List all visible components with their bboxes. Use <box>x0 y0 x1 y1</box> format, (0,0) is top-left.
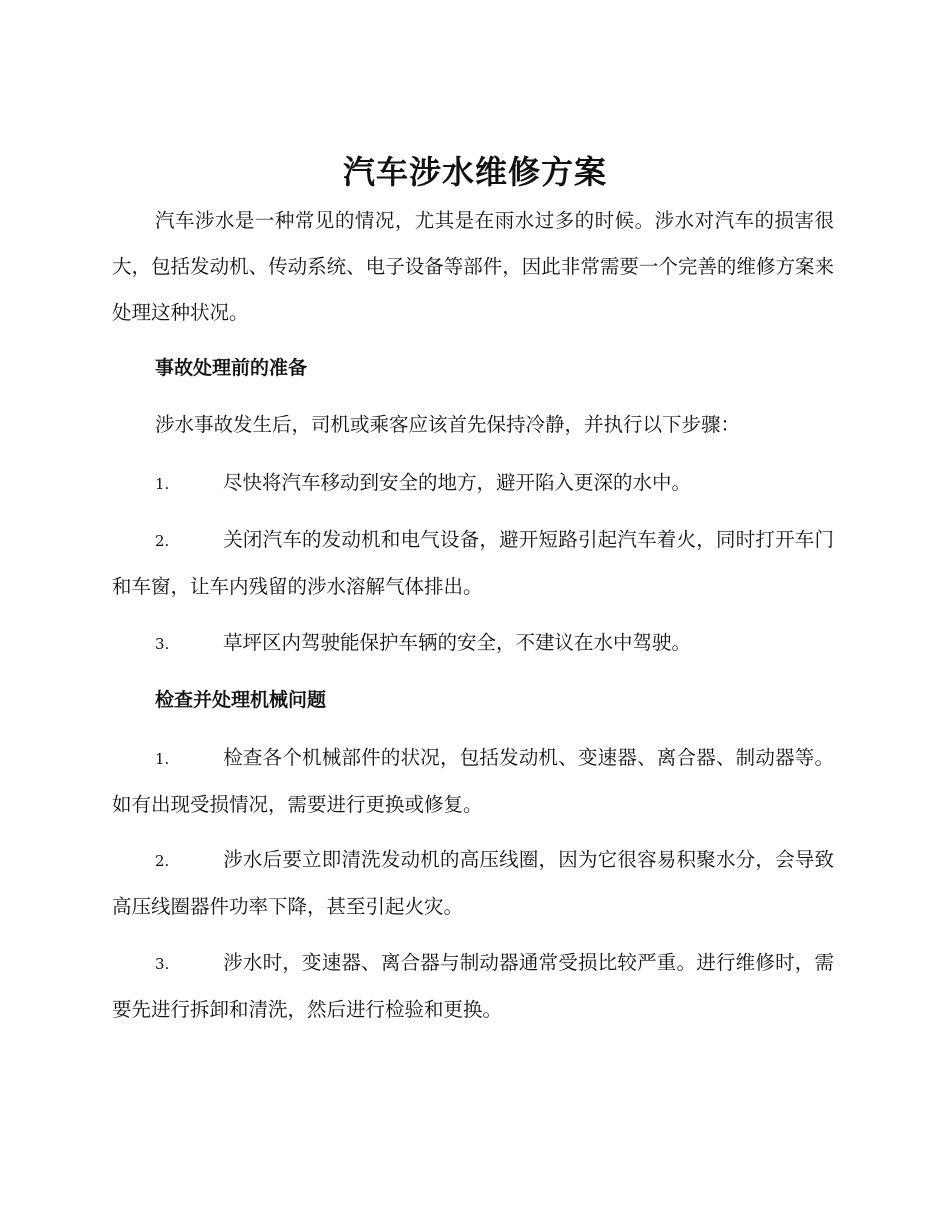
list-item-text: 检查各个机械部件的状况，包括发动机、变速器、离合器、制动器等。如有出现受损情况，需要进行更换或修复。 <box>112 746 834 816</box>
list-item <box>112 620 834 667</box>
list-item-number: 1. <box>155 750 170 768</box>
section-lead-paragraph: 涉水事故发生后，司机或乘客应该首先保持冷静，并执行以下步骤： <box>155 413 741 436</box>
list-item <box>112 460 834 507</box>
list-item <box>112 735 834 828</box>
section-heading-mechanical: 检查并处理机械问题 <box>155 689 327 711</box>
list-item <box>112 837 834 930</box>
list-item-text: 草坪区内驾驶能保护车辆的安全，不建议在水中驾驶。 <box>223 631 692 654</box>
section-heading-preparation: 事故处理前的准备 <box>155 357 308 379</box>
list-item-text: 涉水后要立即清洗发动机的高压线圈，因为它很容易积聚水分，会导致高压线圈器件功率下降，甚至引起火灾。 <box>112 848 834 918</box>
intro-paragraph: 汽车涉水是一种常见的情况，尤其是在雨水过多的时候。涉水对汽车的损害很大，包括发动机、传动系统、电子设备等部件，因此非常需要一个完善的维修方案来处理这种状况。 <box>112 209 834 324</box>
document-title: 汽车涉水维修方案 <box>342 153 607 191</box>
list-item-number: 1. <box>155 475 170 493</box>
list-item-number: 2. <box>155 852 170 870</box>
list-item-number: 2. <box>155 532 170 550</box>
list-item-number: 3. <box>155 955 170 973</box>
list-item <box>112 517 834 610</box>
list-item-text: 关闭汽车的发动机和电气设备，避开短路引起汽车着火，同时打开车门和车窗，让车内残留的涉水溶解气体排出。 <box>112 528 834 598</box>
list-item-text: 涉水时，变速器、离合器与制动器通常受损比较严重。进行维修时，需要先进行拆卸和清洗，然后进行检验和更换。 <box>112 951 834 1021</box>
list-item <box>112 940 834 1033</box>
list-item-text: 尽快将汽车移动到安全的地方，避开陷入更深的水中。 <box>223 471 692 494</box>
list-item-number: 3. <box>155 635 170 653</box>
